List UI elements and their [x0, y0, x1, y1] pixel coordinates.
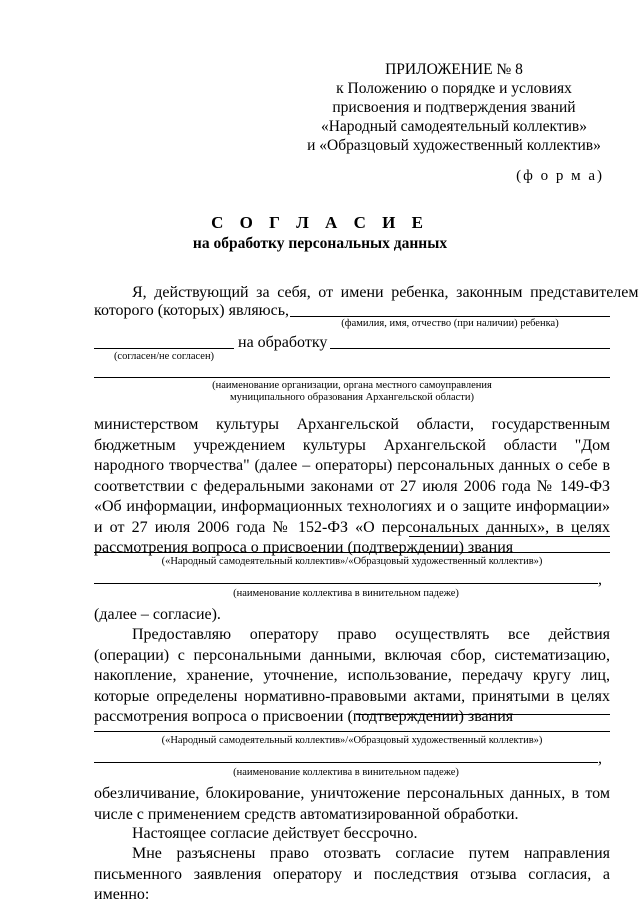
agree-field[interactable] — [94, 348, 234, 349]
child-name-caption: (фамилия, имя, отчество (при наличии) ребенка) — [341, 318, 559, 329]
comma: , — [598, 750, 602, 767]
body-paragraph-2: Предоставляю оператору право осуществлять все действия (операции) с персональными данными, включая сбор, систематизацию, накопление, хранение, уточнение, использование, передачу кругу лиц, которые определены нормативно-правовыми актами, принятыми в целях рассмотрения вопроса о присвоении (подтверждении) звания — [94, 626, 610, 725]
collective-caption-1: (наименование коллектива в винительном падеже) — [233, 588, 459, 599]
annex-number: ПРИЛОЖЕНИЕ № 8 — [385, 61, 523, 78]
document-subtitle: на обработку персональных данных — [192, 235, 448, 252]
organization-caption-1: (наименование организации, органа местного самоуправления — [212, 380, 492, 391]
for-processing-text: на обработку — [238, 334, 328, 351]
body-paragraph-1: министерством культуры Архангельской области, государственным бюджетным учреждением культуры Архангельской области "Дом народного творчества" (далее – операторы) персональных данных о себе в соответствии с федеральными законами от 27 июля 2006 года № 149-ФЗ «Об информации, информационных технологиях и о защите информации» и от 27 июля 2006 года № 152-ФЗ «О персональных данных», в целях рассмотрения вопроса о присвоении (подтверждении) звания — [94, 416, 610, 556]
organization-caption-2: муниципального образования Архангельской области) — [230, 392, 474, 403]
title-field-1-start[interactable] — [409, 536, 610, 537]
annex-header — [304, 60, 604, 155]
agree-caption: (согласен/не согласен) — [113, 351, 215, 362]
annex-line: присвоения и подтверждения званий — [332, 99, 576, 116]
child-name-field[interactable] — [290, 316, 610, 317]
title-field-2[interactable] — [94, 731, 610, 732]
intro-line-2: которого (которых) являюсь, — [94, 302, 290, 319]
collective-field-1[interactable] — [94, 583, 598, 584]
annex-line: и «Образцовый художественный коллектив» — [307, 137, 601, 154]
body-paragraph-5: Мне разъяснены право отозвать согласие путем направления письменного заявления оператору и последствия отзыва согласия, а именно: — [94, 845, 610, 903]
title-field-2-start[interactable] — [356, 714, 610, 715]
intro-line-1: Я, действующий за себя, от имени ребенка, законным представителем — [132, 284, 639, 301]
form-label: (ф о р м а) — [516, 168, 604, 184]
organization-field-2[interactable] — [94, 377, 610, 378]
collective-caption-2: (наименование коллектива в винительном падеже) — [233, 767, 459, 778]
body-paragraph-3: обезличивание, блокирование, уничтожение персональных данных, в том числе с применением средств автоматизированной обработки. — [94, 785, 610, 823]
further-text: (далее – согласие). — [94, 606, 221, 623]
comma: , — [598, 571, 602, 588]
title-caption-1: («Народный самодеятельный коллектив»/«Образцовый художественный коллектив») — [161, 556, 543, 567]
annex-line: «Народный самодеятельный коллектив» — [320, 118, 588, 135]
annex-line: к Положению о порядке и условиях — [336, 80, 572, 97]
title-field-1[interactable] — [94, 552, 610, 553]
collective-field-2[interactable] — [94, 762, 598, 763]
organization-field-1[interactable] — [330, 348, 610, 349]
document-title: С О Г Л А С И Е — [211, 213, 429, 232]
body-paragraph-4: Настоящее согласие действует бессрочно. — [132, 825, 418, 842]
title-caption-2: («Народный самодеятельный коллектив»/«Образцовый художественный коллектив») — [161, 735, 543, 746]
